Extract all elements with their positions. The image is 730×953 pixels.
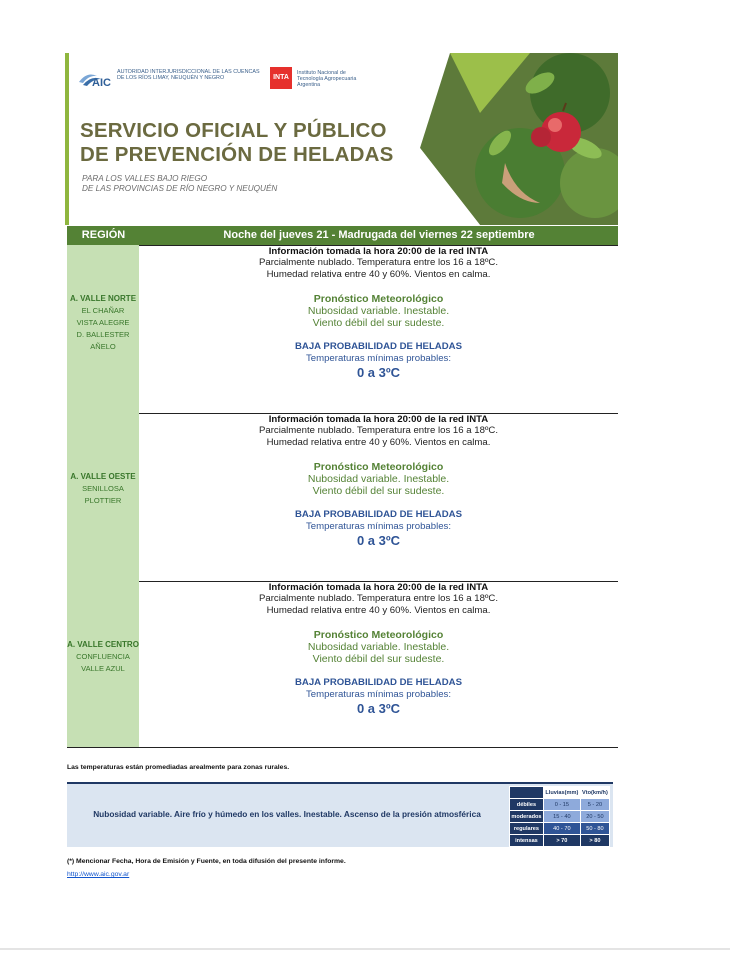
forecast-block-valle-norte <box>139 245 618 381</box>
forecast-block-valle-centro <box>139 581 618 717</box>
legend-label: intensas <box>510 835 544 847</box>
legend-rain: 40 - 70 <box>543 823 580 835</box>
legend-row <box>510 835 610 847</box>
region-name: A. VALLE OESTE <box>70 472 136 481</box>
legend-rain: 0 - 15 <box>543 799 580 811</box>
region-locality: AÑELO <box>90 342 116 351</box>
frost-probability: BAJA PROBABILIDAD DE HELADAS <box>294 509 462 520</box>
legend-row <box>510 799 610 811</box>
min-temp-value: 0 a 3ºC <box>356 701 401 716</box>
banner-accent-bar <box>65 53 69 225</box>
observation-line: Parcialmente nublado. Temperatura entre los 16 a 18ºC. <box>258 593 499 604</box>
legend-rain: > 70 <box>543 835 580 847</box>
region-locality: CONFLUENCIA <box>76 652 130 661</box>
legend-row <box>510 811 610 823</box>
region-locality: PLOTTIER <box>84 496 122 505</box>
forecast-title: Pronóstico Meteorológico <box>313 629 444 641</box>
min-temp-label: Temperaturas mínimas probables: <box>305 353 452 364</box>
min-temp-value: 0 a 3ºC <box>356 365 401 380</box>
legend-wind: 50 - 80 <box>580 823 609 835</box>
forecast-line: Viento débil del sur sudeste. <box>312 317 445 329</box>
min-temp-label: Temperaturas mínimas probables: <box>305 521 452 532</box>
region-cell-valle-norte <box>67 245 139 413</box>
forecast-line: Nubosidad variable. Inestable. <box>307 305 450 317</box>
region-locality: SENILLOSA <box>82 484 124 493</box>
page-bottom-rule <box>0 948 730 950</box>
aic-org-name: AUTORIDAD INTERJURISDICCIONAL DE LAS CUENCAS DE LOS RÍOS LIMAY, NEUQUÉN Y NEGRO <box>117 69 260 81</box>
legend-label: moderados <box>510 811 544 823</box>
region-name: A. VALLE NORTE <box>69 294 137 303</box>
forecast-line: Nubosidad variable. Inestable. <box>307 641 450 653</box>
legend-header-row <box>510 787 610 799</box>
period-column-header: Noche del jueves 21 - Madrugada del viernes 22 septiembre <box>223 229 535 241</box>
inta-org-line3: Argentina <box>297 82 321 88</box>
info-title: Información tomada la hora 20:00 de la red INTA <box>139 245 618 257</box>
legend-table <box>509 786 610 847</box>
table-header <box>67 226 618 245</box>
observation-line: Humedad relativa entre 40 y 60%. Vientos en calma. <box>266 269 491 280</box>
inta-logo: INTA <box>270 67 292 89</box>
region-name: A. VALLE CENTRO <box>67 640 139 649</box>
aic-logo-icon <box>77 67 117 89</box>
inta-org-line1: Instituto Nacional de <box>297 70 346 76</box>
info-title: Información tomada la hora 20:00 de la red INTA <box>139 581 618 593</box>
inta-org-name <box>297 70 387 88</box>
summary-box <box>67 782 613 847</box>
info-title: Información tomada la hora 20:00 de la red INTA <box>139 413 618 425</box>
region-cell-valle-centro <box>67 581 139 748</box>
forecast-line: Viento débil del sur sudeste. <box>312 653 445 665</box>
legend-label: débiles <box>510 799 544 811</box>
observation-line: Humedad relativa entre 40 y 60%. Vientos en calma. <box>266 605 491 616</box>
legend-row <box>510 823 610 835</box>
aic-website-link[interactable]: http://www.aic.gov.ar <box>67 871 130 878</box>
frost-probability: BAJA PROBABILIDAD DE HELADAS <box>294 341 462 352</box>
legend-wind: 20 - 50 <box>580 811 609 823</box>
forecast-title: Pronóstico Meteorológico <box>313 461 444 473</box>
forecast-line: Nubosidad variable. Inestable. <box>307 473 450 485</box>
intensity-legend <box>509 786 610 847</box>
apple-tree-photo <box>420 53 618 225</box>
observation-line: Parcialmente nublado. Temperatura entre los 16 a 18ºC. <box>258 425 499 436</box>
page-title-line1: SERVICIO OFICIAL Y PÚBLICO <box>80 119 387 142</box>
forecast-line: Viento débil del sur sudeste. <box>312 485 445 497</box>
table-bottom-rule <box>67 747 618 748</box>
frost-probability: BAJA PROBABILIDAD DE HELADAS <box>294 677 462 688</box>
region-column-header: REGIÓN <box>81 229 126 241</box>
summary-text: Nubosidad variable. Aire frío y húmedo en los valles. Inestable. Ascenso de la presión atmosférica <box>93 809 481 819</box>
legend-label: regulares <box>510 823 544 835</box>
page-title-line2: DE PREVENCIÓN DE HELADAS <box>80 143 394 166</box>
region-locality: VALLE AZUL <box>81 664 125 673</box>
region-locality: D. BALLESTER <box>76 330 130 339</box>
min-temp-label: Temperaturas mínimas probables: <box>305 689 452 700</box>
subtitle-line2: DE LAS PROVINCIAS DE RÍO NEGRO Y NEUQUÉN <box>82 184 278 193</box>
forecast-title: Pronóstico Meteorológico <box>313 293 444 305</box>
legend-wind: 5 - 20 <box>580 799 609 811</box>
inta-org-line2: Tecnología Agropecuaria <box>297 76 357 82</box>
forecast-block-valle-oeste <box>139 413 618 549</box>
legend-wind: > 80 <box>580 835 609 847</box>
min-temp-value: 0 a 3ºC <box>356 533 401 548</box>
observation-line: Humedad relativa entre 40 y 60%. Vientos en calma. <box>266 437 491 448</box>
region-locality: VISTA ALEGRE <box>76 318 130 327</box>
region-locality: EL CHAÑAR <box>81 306 125 315</box>
legend-wind-header: Vto(km/h) <box>580 787 609 799</box>
legend-corner <box>510 787 544 799</box>
averaging-note: Las temperaturas están promediadas arealmente para zonas rurales. <box>67 764 290 771</box>
subtitle-line1: PARA LOS VALLES BAJO RIEGO <box>82 174 208 183</box>
observation-line: Parcialmente nublado. Temperatura entre los 16 a 18ºC. <box>258 257 499 268</box>
legend-rain-header: Lluvias(mm) <box>543 787 580 799</box>
region-cell-valle-oeste <box>67 413 139 581</box>
footnote: (*) Mencionar Fecha, Hora de Emisión y Fuente, en toda difusión del presente informe. <box>67 858 346 865</box>
aic-logo-text: AIC <box>92 77 111 89</box>
legend-rain: 15 - 40 <box>543 811 580 823</box>
header-banner <box>65 53 618 225</box>
